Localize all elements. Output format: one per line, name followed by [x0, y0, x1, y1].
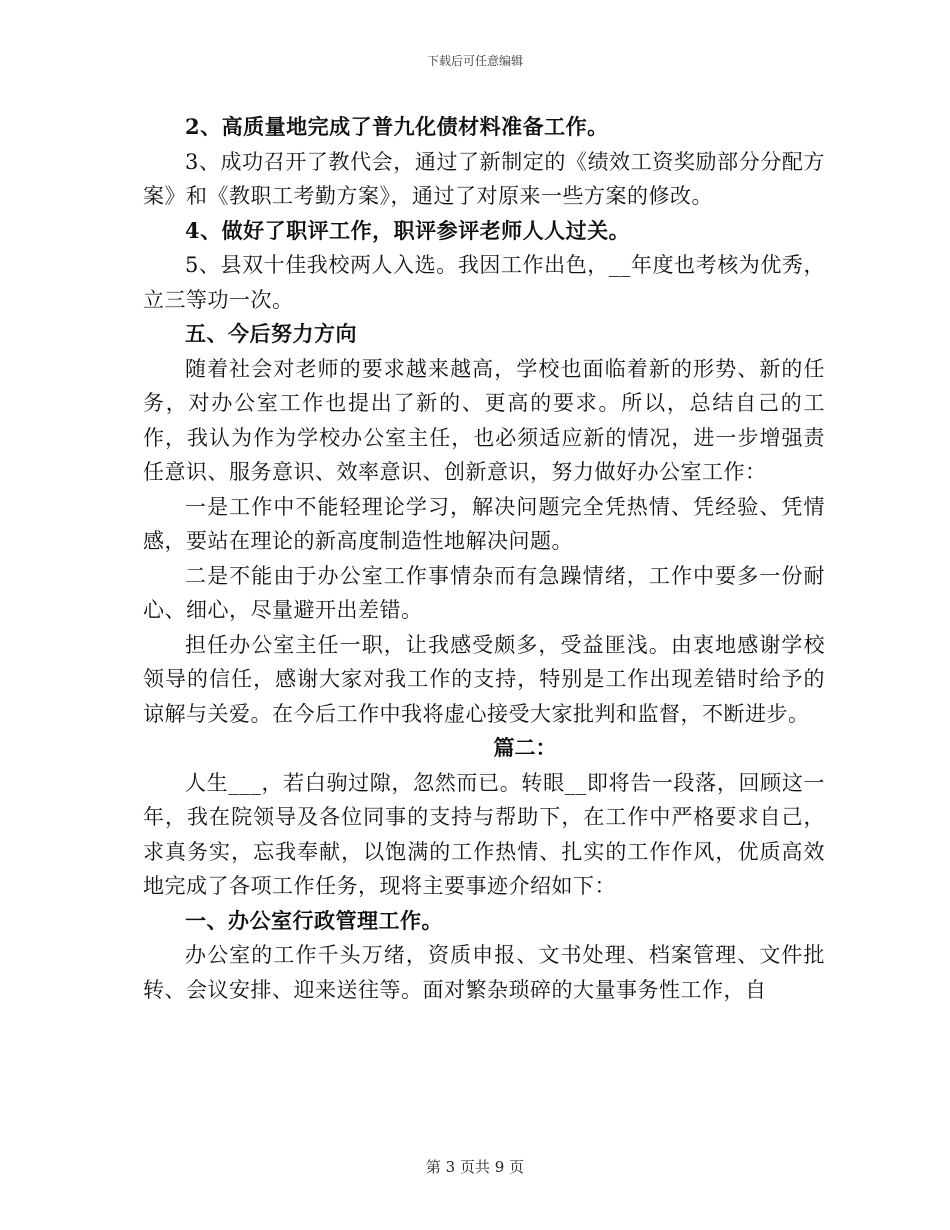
paragraph-requirements: 随着社会对老师的要求越来越高，学校也面临着新的形势、新的任务，对办公室工作也提出了新的、更高的要求。所以，总结自己的工作，我认为作为学校办公室主任，也必须适应新的情况，进一步增强责任意识、服务意识、效率意识、创新意识，努力做好办公室工作：	[143, 356, 825, 484]
item-3: 3、成功召开了教代会，通过了新制定的《绩效工资奖励部分分配方案》和《教职工考勤方案》，通过了对原来一些方案的修改。	[143, 149, 825, 208]
item-2-bold: 2、高质量地完成了普九化债材料准备工作。	[185, 114, 609, 139]
paragraph-thanks: 担任办公室主任一职，让我感受颇多，受益匪浅。由衷地感谢学校领导的信任，感谢大家对我工作的支持，特别是工作出现差错时给予的谅解与关爱。在今后工作中我将虚心接受大家批判和监督，不断进步。	[143, 632, 825, 726]
section-5-heading: 五、今后努力方向	[185, 321, 357, 346]
paragraph-point-one: 一是工作中不能轻理论学习，解决问题完全凭热情、凭经验、凭情感，要站在理论的新高度制造性地解决问题。	[143, 494, 825, 553]
part-two-title: 篇二：	[493, 735, 557, 760]
paragraph-admin-work: 办公室的工作千头万绪，资质申报、文书处理、档案管理、文件批转、会议安排、迎来送往等。面对繁杂琐碎的大量事务性工作，自	[143, 943, 825, 1002]
page-number-footer: 第 3 页共 9 页	[425, 1158, 525, 1176]
item-4-bold: 4、做好了职评工作，职评参评老师人人过关。	[185, 217, 631, 243]
page-header-note: 下载后可任意编辑	[426, 54, 523, 68]
section-1-heading: 一、办公室行政管理工作。	[185, 907, 443, 933]
paragraph-intro: 人生___，若白驹过隙，忽然而已。转眼__即将告一段落，回顾这一年，我在院领导及各位同事的支持与帮助下，在工作中严格要求自己，求真务实，忘我奉献，以饱满的工作热情、扎实的工作作风，优质高效地完成了各项工作任务，现将主要事迹介绍如下：	[143, 770, 825, 898]
document-body	[143, 110, 825, 1007]
item-5: 5、县双十佳我校两人入选。我因工作出色，__年度也考核为优秀，立三等功一次。	[143, 253, 825, 312]
paragraph-point-two: 二是不能由于办公室工作事情杂而有急躁情绪，工作中要多一份耐心、细心，尽量避开出差错。	[143, 563, 825, 622]
